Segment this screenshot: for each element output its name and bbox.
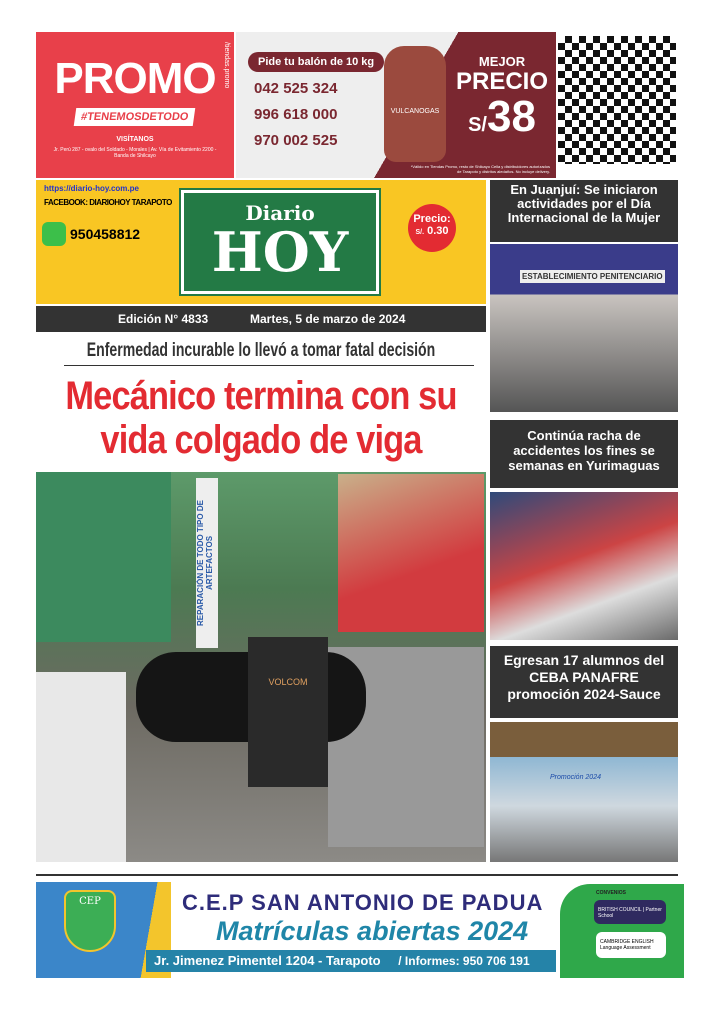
footer-rule (36, 874, 678, 876)
phone-1: 042 525 324 (254, 80, 338, 97)
promo-hashtag: #TENEMOSDETODO (74, 108, 196, 126)
best-label: MEJOR (478, 54, 526, 69)
currency: S/ (468, 114, 487, 136)
promo-visit: VISÍTANOS (116, 136, 154, 143)
school-crest: CEP (64, 890, 116, 952)
price-block (456, 54, 548, 149)
edition-number: Edición N° 4833 (118, 312, 209, 326)
photo-banner-text: ESTABLECIMIENTO PENITENCIARIO (522, 272, 663, 281)
logo-main: HOY (211, 220, 349, 284)
gas-pill: Pide tu balón de 10 kg (248, 52, 384, 72)
gas-brand: VULCANOGAS (390, 108, 440, 115)
victim-inset-photo (338, 474, 484, 632)
school-name: C.E.P SAN ANTONIO DE PADUA (182, 890, 544, 915)
school-address: Jr. Jimenez Pimentel 1204 - Tarapoto (154, 953, 381, 968)
price-value: 0.30 (427, 225, 449, 237)
edition-bar (36, 306, 486, 332)
gas-tank-image (384, 46, 446, 162)
promo-title: PROMO (54, 54, 216, 103)
side-story-3-photo[interactable] (490, 722, 678, 862)
qr-code[interactable] (558, 36, 676, 164)
school-info: / Informes: 950 706 191 (398, 954, 530, 968)
phone-3: 970 002 525 (254, 132, 338, 149)
kicker: Enfermedad incurable lo llevó a tomar fatal decisión (86, 340, 436, 361)
diario-hoy-logo (181, 190, 379, 294)
main-headline[interactable]: Mecánico termina con su vida colgado de viga (65, 374, 457, 462)
facebook-text: FACEBOOK: DIARIOHOY TARAPOTO (44, 198, 172, 207)
gas-price: 38 (486, 92, 536, 141)
school-tagline: Matrículas abiertas 2024 (216, 916, 529, 946)
price-badge (408, 204, 456, 252)
photo-person (36, 672, 126, 862)
cambridge-badge: CAMBRIDGE ENGLISH Language Assessment (596, 932, 666, 958)
gas-ad (236, 32, 556, 178)
gas-note: *Válido en Tiendas Promo, resto de Shilcayo Cella y distribuidores autorizados de Tarapoto y distritos aledaños. No incluye delivery. (410, 164, 550, 174)
school-address-bar (146, 950, 556, 972)
sign-text: REPARACIÓN DE TODO TIPO DE ARTEFACTOS (196, 478, 218, 648)
promo-address: Jr. Perú 287 - ovalo del Soldado - Morales | Av. Vía de Evitamiento 2200 - Banda de Shilcayo (53, 147, 217, 159)
banner-text: Promoción 2024 (550, 774, 601, 781)
kicker-rule (64, 365, 474, 366)
whatsapp-icon (42, 222, 66, 246)
school-ad-right-panel (560, 884, 684, 978)
side-story-1-headline[interactable]: En Juanjuí: Se iniciaron actividades por el Día Internacional de la Mujer (490, 180, 678, 242)
main-photo[interactable] (36, 472, 486, 862)
edition-date: Martes, 5 de marzo de 2024 (250, 312, 406, 326)
whatsapp-number: 950458812 (70, 226, 141, 242)
shirt-text: VOLCOM (248, 637, 328, 787)
site-link[interactable]: https://diario-hoy.com.pe (44, 184, 139, 193)
price-currency: S/. (415, 229, 425, 236)
price-label: PRECIO (455, 68, 548, 95)
side-story-2-photo[interactable] (490, 492, 678, 640)
photo-wall (36, 472, 171, 642)
phone-2: 996 618 000 (254, 106, 338, 123)
promo-ad (36, 32, 234, 178)
school-ad[interactable] (36, 878, 684, 981)
logo-top: Diario (245, 201, 315, 225)
masthead (36, 180, 486, 304)
promo-handle: /tiendas.promo (223, 42, 230, 89)
side-story-2-headline[interactable]: Continúa racha de accidentes los fines se semanas en Yurimaguas (490, 420, 678, 488)
side-story-1-photo[interactable] (490, 244, 678, 412)
partners-label: CONVENIOS (596, 890, 627, 896)
british-council-badge: BRITISH COUNCIL | Partner School (594, 900, 666, 924)
price-label: Precio: (413, 213, 451, 225)
side-story-3-headline[interactable]: Egresan 17 alumnos del CEBA PANAFRE promoción 2024-Sauce (490, 646, 678, 718)
